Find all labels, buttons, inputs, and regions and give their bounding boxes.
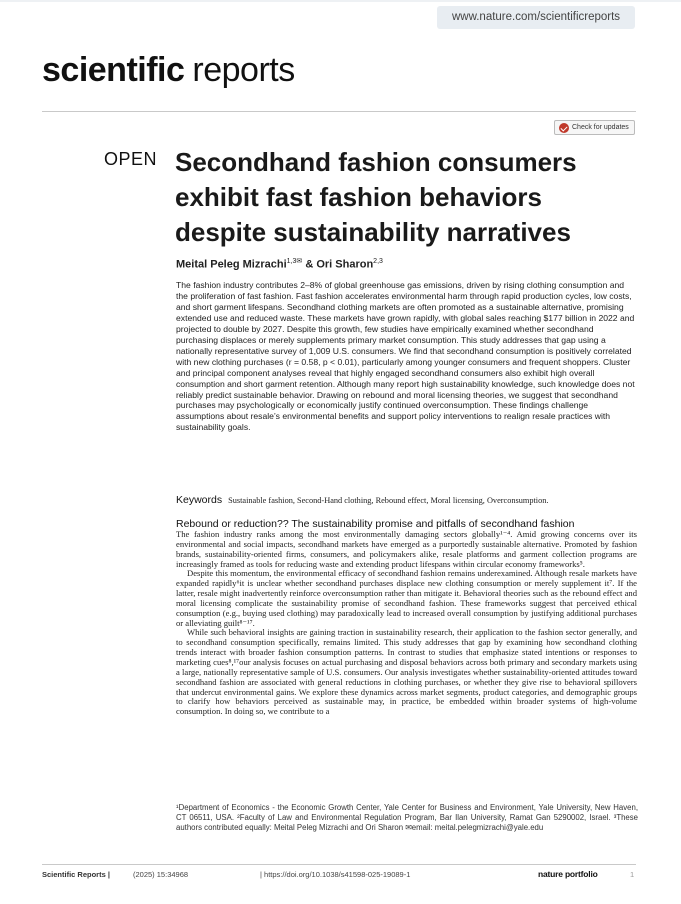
author-affiliation: 2,3	[373, 258, 383, 265]
header-divider	[42, 111, 636, 112]
keywords-label: Keywords	[176, 494, 223, 506]
footer-journal: Scientific Reports |	[42, 870, 110, 879]
publisher-logo: nature portfolio	[538, 869, 598, 879]
body-paragraph: Despite this momentum, the environmental efficacy of secondhand fashion remains underexamined. Although resale markets have expanded rapidly⁶it is unclear whether secondhand purchases displace new clothing consumption or merely supplement it⁷. If the latter, resale might inadvertently reinforce overconsumption rather than mitigate it. Behavioral theories such as the rebound effect and moral licensing complicate the sustainability promise of secondhand fashion. These frameworks suggest that perceived ethical consumption (e.g., buying used clothing) may paradoxically lead to increased overall consumption by justifying additional purchases or alleviating guilt⁸⁻¹⁷.	[176, 568, 637, 628]
journal-brand[interactable]	[42, 51, 295, 90]
check-updates-button[interactable]	[554, 120, 635, 135]
brand-bold: scientific	[42, 51, 185, 89]
author-name[interactable]: Ori Sharon	[316, 258, 374, 271]
section-heading: Rebound or reduction?? The sustainability promise and pitfalls of secondhand fashion	[176, 518, 575, 530]
open-access-label: OPEN	[104, 149, 158, 169]
abstract: The fashion industry contributes 2–8% of global greenhouse gas emissions, driven by rising clothing consumption and the proliferation of fast fashion. Fast fashion accelerates environmental harm through rapid production cycles, low costs, and short garment lifespans. Secondhand clothing markets are often promoted as a sustainable alternative, promising extended use and reduced waste. These markets have grown rapidly, with global sales reaching $177 billion in 2022 and projected to double by 2027. Despite this growth, few studies have empirically examined whether secondhand purchasing displaces or merely supplements primary market consumption. This study addresses that gap using a nationally representative survey of 1,009 U.S. consumers. We find that secondhand consumption is positively correlated with new clothing purchases (r = 0.58, p < 0.01), particularly among younger consumers and frequent shoppers. Cluster and principal component analyses reveal that highly engaged secondhand consumers also exhibit high overall consumption and short garment retention. Although many report high sustainability knowledge, such knowledge does not reliably predict sustainable behavior. Drawing on rebound and moral licensing theories, we suggest that secondhand purchases may psychologically or economically justify continued overconsumption. These findings challenge assumptions about resale’s environmental benefits and support policy interventions to realign resale practices with sustainability goals.	[176, 280, 635, 433]
check-updates-label: Check for updates	[572, 124, 629, 131]
article-title: Secondhand fashion consumers exhibit fast fashion behaviors despite sustainability narratives	[175, 147, 577, 247]
body-paragraph: While such behavioral insights are gaining traction in sustainability research, their application to the fashion sector generally, and to secondhand consumption specifically, remains limited. This study addresses that gap by examining how secondhand clothing trends interact with broader fashion consumption patterns. In contrast to studies that emphasize stated intentions or responses to marketing cues⁸,¹⁷our analysis focuses on actual purchasing and disposal behaviors across both primary and secondary markets using a large, nationally representative sample of U.S. consumers. Our analysis investigates whether sustainability-oriented attitudes toward secondhand fashion are associated with general reductions in clothing purchases, or whether they give rise to behavioral spillovers that undercut environmental gains. We explore these dynamics across market segments, product categories, and demographic groups to clarify how behaviors perceived as sustainable may, in practice, be embedded within broader systems of high-volume consumption. In doing so, we contribute to a	[176, 627, 637, 717]
top-rule	[0, 0, 681, 2]
body-paragraph: The fashion industry ranks among the most environmentally damaging sectors globally¹⁻⁴. Amid growing concerns over its environmental and social impacts, secondhand markets have emerged as a purportedly sustainable alternative. Promoted by fashion brands, sustainability-oriented firms, consumers, and policymakers alike, resale platforms and garment collection programs are increasingly framed as tools for reducing waste and extending product lifespans within circular economy frameworks⁵.	[176, 529, 637, 569]
keywords	[176, 494, 646, 506]
url-tab[interactable]: www.nature.com/scientificreports	[437, 6, 635, 29]
keywords-list: Sustainable fashion, Second-Hand clothing, Rebound effect, Moral licensing, Overconsumption.	[228, 496, 549, 505]
footer-divider	[42, 864, 636, 865]
author-list	[176, 257, 383, 271]
footer-doi[interactable]: | https://doi.org/10.1038/s41598-025-19089-1	[260, 870, 411, 879]
author-name[interactable]: Meital Peleg Mizrachi	[176, 258, 287, 271]
brand-light: reports	[192, 51, 295, 89]
author-affiliation: 1,3✉	[286, 258, 303, 265]
affiliations-footnote: ¹Department of Economics - the Economic Growth Center, Yale Center for Business and Environment, Yale University, New Haven, CT 06511, USA. ²Faculty of Law and Environmental Regulation Program, Bar Ilan University, Ramat Gan 5290002, Israel. ³These authors contributed equally: Meital Peleg Mizrachi and Ori Sharon ✉email: meital.pelegmizrachi@yale.edu	[176, 803, 638, 832]
author-separator: &	[302, 258, 317, 271]
check-badge-icon	[559, 123, 569, 133]
article-body	[176, 530, 637, 717]
page-number: 1	[630, 870, 635, 879]
footer-volume: (2025) 15:34968	[133, 870, 189, 879]
